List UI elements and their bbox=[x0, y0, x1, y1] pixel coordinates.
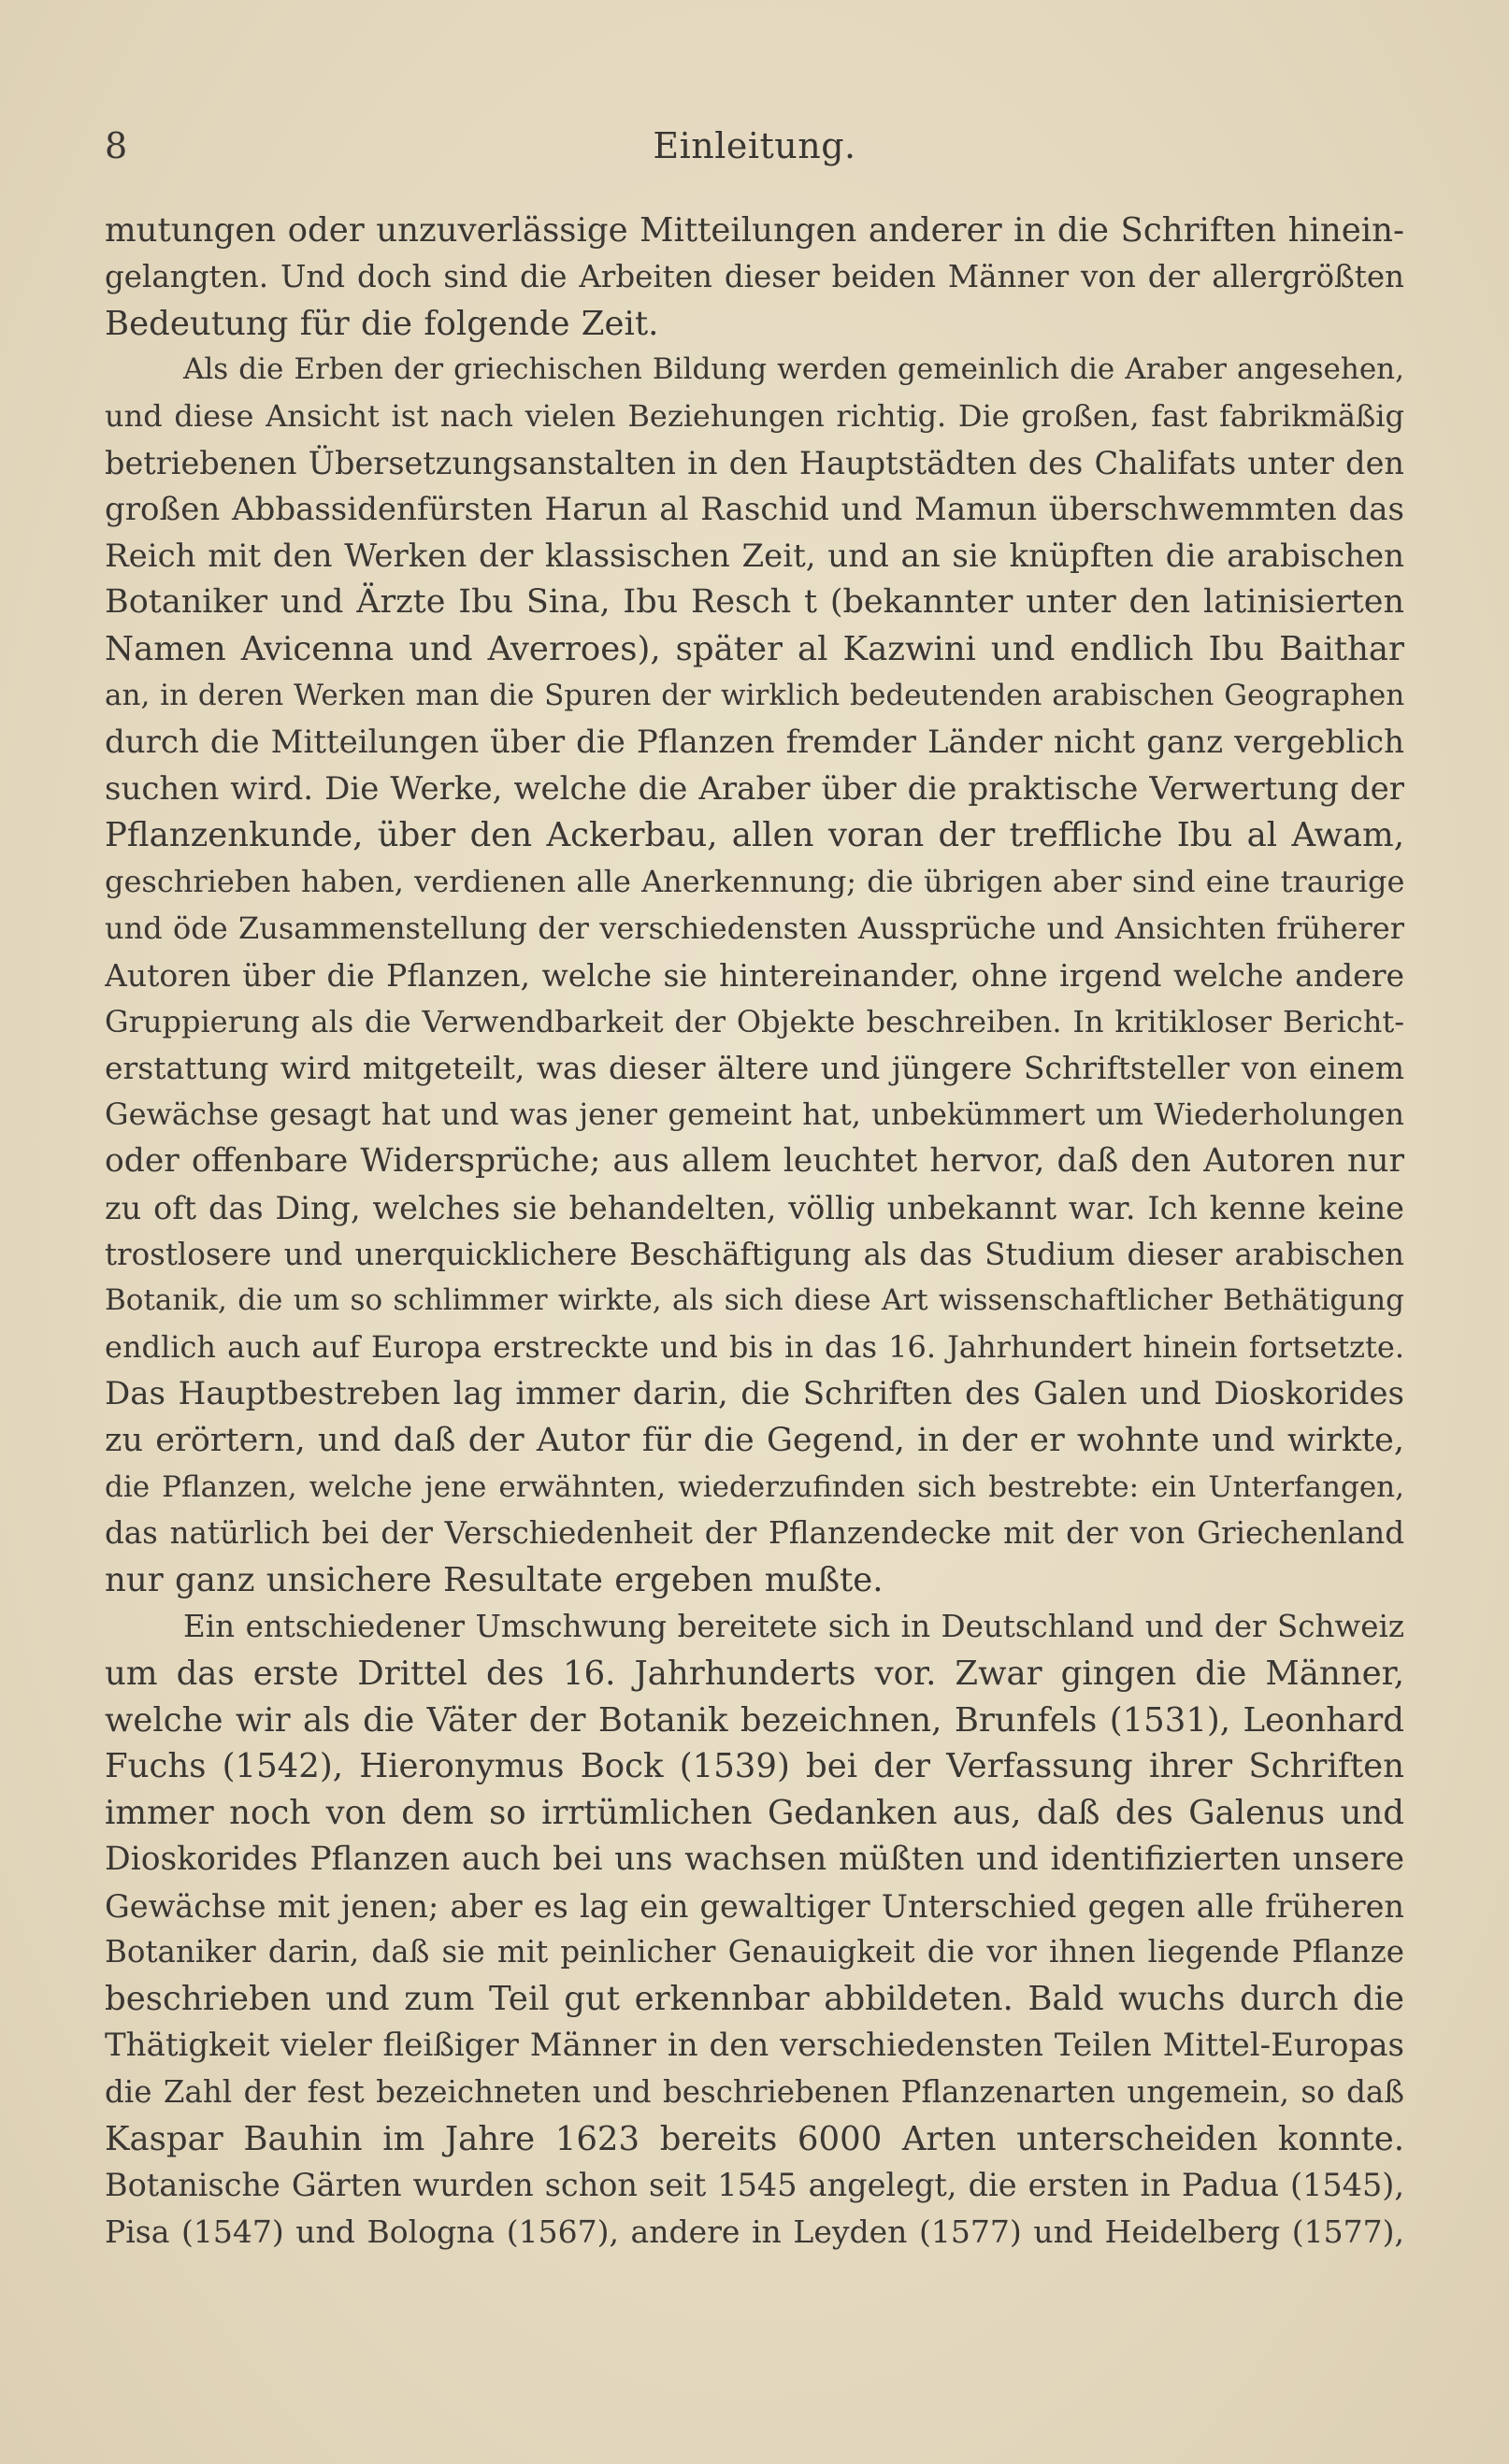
text-line: Kaspar Bauhin im Jahre 1623 bereits 6000 Arten unterscheiden konnte. bbox=[105, 2119, 1404, 2158]
running-head: Einleitung. bbox=[653, 125, 856, 166]
text-line: Gewächse mit jenen; aber es lag ein gewaltiger Unterschied gegen alle früheren bbox=[105, 1887, 1404, 1925]
text-line: erstattung wird mitgeteilt, was dieser ältere und jüngere Schriftsteller von einem bbox=[105, 1050, 1404, 1087]
text-line: trostlosere und unerquicklichere Beschäftigung als das Studium dieser arabischen bbox=[105, 1236, 1404, 1272]
text-line: Pisa (1547) und Bologna (1567), andere in Leyden (1577) und Heidelberg (1577), bbox=[105, 2213, 1404, 2251]
text-line: durch die Mitteilungen über die Pflanzen fremder Länder nicht ganz vergeblich bbox=[105, 723, 1404, 761]
text-line: an, in deren Werken man die Spuren der wirklich bedeutenden arabischen Geographen bbox=[105, 678, 1404, 712]
text-line: Gewächse gesagt hat und was jener gemeint hat, unbekümmert um Wiederholungen bbox=[105, 1096, 1404, 1133]
text-line: Fuchs (1542), Hieronymus Bock (1539) bei der Verfassung ihrer Schriften bbox=[105, 1747, 1404, 1786]
text-line: die Zahl der fest bezeichneten und beschriebenen Pflanzenarten ungemein, so daß bbox=[105, 2073, 1404, 2110]
text-line: Als die Erben der griechischen Bildung werden gemeinlich die Araber angesehen, bbox=[183, 352, 1404, 387]
text-line: Gruppierung als die Verwendbarkeit der Objekte beschreiben. In kritikloser Bericht- bbox=[105, 1003, 1404, 1039]
text-line: die Pflanzen, welche jene erwähnten, wiederzufinden sich bestrebte: ein Unterfangen, bbox=[105, 1469, 1404, 1504]
text-line: gelangten. Und doch sind die Arbeiten dieser beiden Männer von der allergrößten bbox=[105, 258, 1404, 294]
text-line: und diese Ansicht ist nach vielen Beziehungen richtig. Die großen, fast fabrikmäßig bbox=[105, 398, 1404, 435]
text-line: oder offenbare Widersprüche; aus allem leuchtet hervor, daß den Autoren nur bbox=[105, 1141, 1404, 1180]
text-line: Botaniker darin, daß sie mit peinlicher Genauigkeit die vor ihnen liegende Pflanze bbox=[105, 1934, 1404, 1970]
text-line: Botanik, die um so schlimmer wirkte, als sich diese Art wissenschaftlicher Bethätigung bbox=[105, 1283, 1404, 1318]
text-line: Dioskorides Pflanzen auch bei uns wachsen müßten und identifizierten unsere bbox=[105, 1840, 1404, 1878]
text-line: und öde Zusammenstellung der verschiedensten Aussprüche und Ansichten früherer bbox=[105, 910, 1404, 946]
text-line: Namen Avicenna und Averroes), später al Kazwini und endlich Ibu Baithar bbox=[105, 630, 1404, 669]
text-line: immer noch von dem so irrtümlichen Gedanken aus, daß des Galenus und bbox=[105, 1794, 1404, 1833]
text-line: Bedeutung für die folgende Zeit. bbox=[105, 304, 659, 343]
text-line: das natürlich bei der Verschiedenheit der Pflanzendecke mit der von Griechenland bbox=[105, 1515, 1404, 1552]
text-line: Pflanzenkunde, über den Ackerbau, allen voran der treffliche Ibu al Awam, bbox=[105, 816, 1404, 855]
page-number: 8 bbox=[105, 125, 128, 166]
body-text bbox=[105, 208, 1404, 2256]
page-header bbox=[105, 120, 1404, 172]
text-line: welche wir als die Väter der Botanik bezeichnen, Brunfels (1531), Leonhard bbox=[105, 1700, 1404, 1740]
text-line: zu oft das Ding, welches sie behandelten, völlig unbekannt war. Ich kenne keine bbox=[105, 1189, 1404, 1226]
text-line: endlich auch auf Europa erstreckte und bis in das 16. Jahrhundert hinein fortsetzte. bbox=[105, 1329, 1404, 1366]
text-line: beschrieben und zum Teil gut erkennbar abbildeten. Bald wuchs durch die bbox=[105, 1980, 1404, 2019]
text-line: mutungen oder unzuverlässige Mitteilungen anderer in die Schriften hinein- bbox=[105, 211, 1404, 250]
text-line: um das erste Drittel des 16. Jahrhunderts vor. Zwar gingen die Männer, bbox=[105, 1654, 1404, 1693]
text-line: Thätigkeit vieler fleißiger Männer in den verschiedensten Teilen Mittel-Europas bbox=[105, 2027, 1404, 2065]
text-line: Botanische Gärten wurden schon seit 1545 angelegt, die ersten in Padua (1545), bbox=[105, 2167, 1404, 2204]
text-line: Botaniker und Ärzte Ibu Sina, Ibu Resch t (bekannter unter den latinisierten bbox=[105, 583, 1404, 622]
text-line: suchen wird. Die Werke, welche die Araber über die praktische Verwertung der bbox=[105, 769, 1404, 808]
text-line: betriebenen Übersetzungsanstalten in den Hauptstädten des Chalifats unter den bbox=[105, 444, 1404, 481]
text-line: geschrieben haben, verdienen alle Anerkennung; die übrigen aber sind eine traurige bbox=[105, 864, 1404, 900]
text-line: Das Hauptbestreben lag immer darin, die Schriften des Galen und Dioskorides bbox=[105, 1374, 1404, 1412]
text-line: nur ganz unsichere Resultate ergeben mußte. bbox=[105, 1561, 884, 1600]
text-line: Ein entschiedener Umschwung bereitete sich in Deutschland und der Schweiz bbox=[183, 1608, 1404, 1644]
text-line: zu erörtern, und daß der Autor für die Gegend, in der er wohnte und wirkte, bbox=[105, 1421, 1404, 1459]
text-line: Autoren über die Pflanzen, welche sie hintereinander, ohne irgend welche andere bbox=[105, 956, 1404, 994]
text-line: großen Abbassidenfürsten Harun al Raschid und Mamun überschwemmten das bbox=[105, 490, 1404, 528]
text-line: Reich mit den Werken der klassischen Zeit, und an sie knüpften die arabischen bbox=[105, 537, 1404, 575]
